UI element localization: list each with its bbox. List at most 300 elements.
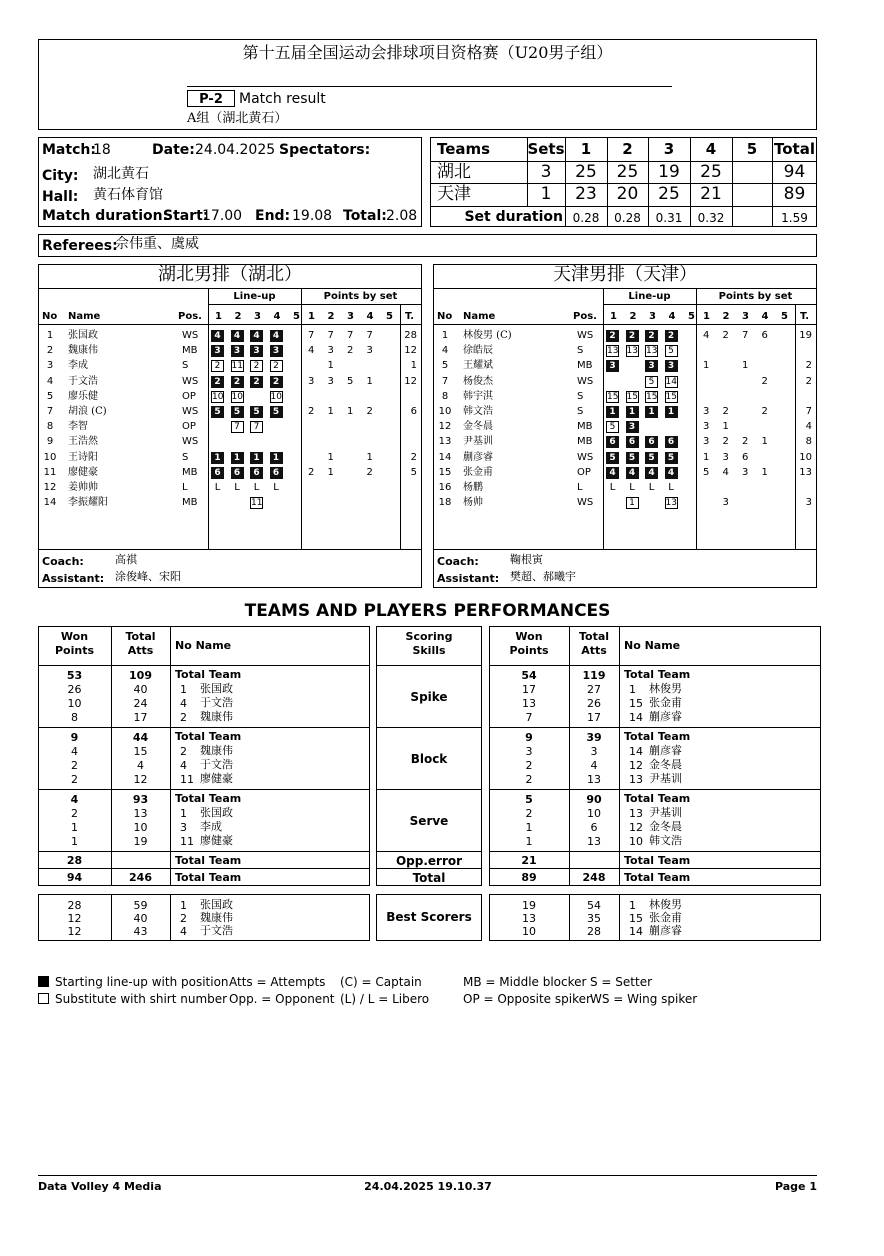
player-name-cell: 林俊男 xyxy=(649,682,682,695)
won-header: Points xyxy=(54,644,95,657)
player-set-points: 3 xyxy=(327,345,334,357)
lineup-start-box: 3 xyxy=(606,360,619,372)
col-total-header: T. xyxy=(405,311,415,322)
roster-rule xyxy=(433,288,817,289)
total-value: 2.08 xyxy=(386,208,418,224)
lineup-start-box: 6 xyxy=(270,467,283,479)
lineup-start-box: 2 xyxy=(626,330,639,342)
hall-value: 黄石体育馆 xyxy=(93,187,163,203)
lineup-set-header: 5 xyxy=(293,311,300,322)
atts-header: Atts xyxy=(581,644,607,657)
player-position: MB xyxy=(182,345,198,357)
match-number: 18 xyxy=(93,142,111,158)
player-set-points: 1 xyxy=(327,451,334,463)
score-cell: 23 xyxy=(575,184,597,204)
player-position: MB xyxy=(577,436,593,448)
score-cell: 1 xyxy=(540,184,552,204)
score-header: 5 xyxy=(746,140,758,158)
roster-col-rule xyxy=(696,288,697,549)
performance-title: TEAMS AND PLAYERS PERFORMANCES xyxy=(244,601,611,621)
best-name-cell: 蒯彦睿 xyxy=(649,924,682,937)
player-name-cell: Total Team xyxy=(624,668,691,681)
player-position: L xyxy=(577,482,583,493)
lineup-sub-box: 11 xyxy=(231,361,243,372)
date-value: 24.04.2025 xyxy=(195,142,276,158)
best-won-cell: 28 xyxy=(67,899,82,912)
won-cell: 2 xyxy=(71,807,78,820)
lineup-start-box: 1 xyxy=(626,406,639,418)
player-name-cell: 张国政 xyxy=(200,806,233,819)
footer-page: Page 1 xyxy=(774,1180,817,1193)
lineup-sub-box: 11 xyxy=(251,498,263,509)
won-header: Won xyxy=(515,630,543,643)
player-position: MB xyxy=(182,466,198,478)
lineup-set-header: 4 xyxy=(273,311,281,322)
end-label: End: xyxy=(255,208,291,224)
best-no-cell: 4 xyxy=(180,925,187,938)
team-title: 湖北男排（湖北） xyxy=(158,264,302,285)
lineup-start-box: 5 xyxy=(665,452,678,464)
best-name-cell: 于文浩 xyxy=(200,924,233,937)
player-name-cell: Total Team xyxy=(175,668,242,681)
won-cell: 1 xyxy=(525,821,533,834)
roster-rule xyxy=(38,288,422,289)
lineup-start-box: 3 xyxy=(231,345,244,357)
player-total-points: 5 xyxy=(410,466,417,478)
best-atts-cell: 43 xyxy=(133,925,148,938)
player-number: 8 xyxy=(441,390,449,402)
player-set-points: 7 xyxy=(366,330,373,341)
lineup-start-box: 4 xyxy=(270,330,283,342)
lineup-start-box: 5 xyxy=(250,406,263,418)
group-label: A组（湖北黄石） xyxy=(187,111,288,126)
lineup-start-box: 1 xyxy=(606,406,619,418)
noname-header: No Name xyxy=(624,639,681,652)
col-name-header: Name xyxy=(68,311,101,322)
player-name-cell: 廖健豪 xyxy=(200,772,233,785)
player-no-cell: 12 xyxy=(629,821,643,834)
lineup-sub-box: 15 xyxy=(626,391,638,402)
lineup-start-box: 3 xyxy=(665,360,678,372)
score-cell: 25 xyxy=(700,162,722,182)
roster-rule xyxy=(38,549,422,550)
player-set-points: 2 xyxy=(722,406,729,417)
atts-cell: 119 xyxy=(582,669,606,682)
player-position: S xyxy=(577,390,584,402)
lineup-start-box: 6 xyxy=(211,467,224,479)
player-no-cell: 11 xyxy=(180,773,194,786)
lineup-start-box: 3 xyxy=(250,345,263,357)
lineup-start-box: 4 xyxy=(626,467,639,479)
best-won-cell: 12 xyxy=(67,925,82,938)
player-position: OP xyxy=(577,466,591,478)
atts-header: Total xyxy=(578,630,610,643)
lineup-libero-mark: L xyxy=(234,482,240,493)
legend-mb: MB = Middle blocker xyxy=(463,975,587,989)
atts-cell: 93 xyxy=(132,793,149,806)
player-set-points: 4 xyxy=(308,345,315,357)
lineup-start-box: 4 xyxy=(665,467,678,479)
player-name: 林俊男 (C) xyxy=(463,330,512,341)
atts-cell: 26 xyxy=(587,697,601,710)
player-no-cell: 11 xyxy=(180,835,194,848)
best-atts-cell: 28 xyxy=(587,925,601,938)
lineup-sub-box: 7 xyxy=(250,421,263,433)
player-no-cell: 4 xyxy=(180,697,187,710)
player-set-points: 3 xyxy=(703,436,710,448)
lineup-libero-mark: L xyxy=(214,482,221,493)
roster-col-rule xyxy=(208,288,209,549)
player-name: 尹基训 xyxy=(463,436,493,448)
player-total-points: 7 xyxy=(805,406,812,417)
atts-cell: 90 xyxy=(586,793,602,806)
score-cell: 25 xyxy=(575,162,597,182)
opp-error-name: Total Team xyxy=(175,854,242,867)
atts-cell: 13 xyxy=(587,773,601,786)
player-set-points: 4 xyxy=(703,330,710,341)
lineup-set-header: 4 xyxy=(668,311,676,322)
score-cell: 3 xyxy=(540,162,552,182)
lineup-start-box: 6 xyxy=(231,467,244,479)
end-value: 19.08 xyxy=(292,208,333,224)
roster-rule xyxy=(38,324,422,325)
lineup-start-box: 1 xyxy=(645,406,658,418)
won-header: Points xyxy=(509,644,549,657)
player-name-cell: 魏康伟 xyxy=(200,744,233,757)
legend-libero: (L) / L = Libero xyxy=(340,992,430,1006)
lineup-header: Line-up xyxy=(233,291,276,302)
col-no-header: No xyxy=(437,311,453,322)
lineup-start-box: 6 xyxy=(606,436,619,448)
player-set-points: 2 xyxy=(308,406,315,417)
player-no-cell: 12 xyxy=(629,759,643,772)
lineup-start-box: 3 xyxy=(211,345,224,357)
perf-row-rule xyxy=(38,665,370,666)
roster-col-rule xyxy=(301,288,302,549)
won-cell: 1 xyxy=(71,835,78,848)
won-cell: 2 xyxy=(525,807,533,820)
legend-sub: Substitute with shirt number xyxy=(55,992,228,1006)
player-name-cell: Total Team xyxy=(175,730,242,743)
lineup-start-box: 3 xyxy=(270,345,283,357)
report-name: Match result xyxy=(239,91,326,107)
lineup-sub-box: 2 xyxy=(270,360,283,372)
player-no-cell: 1 xyxy=(180,683,187,696)
player-position: WS xyxy=(182,406,199,417)
player-name-cell: 李成 xyxy=(200,820,222,833)
best-won-cell: 19 xyxy=(522,899,536,912)
lineup-sub-box: 14 xyxy=(665,376,677,387)
player-name: 廖健豪 xyxy=(68,466,98,478)
player-set-points: 5 xyxy=(347,375,354,387)
player-number: 12 xyxy=(43,482,57,493)
points-set-header: 1 xyxy=(308,311,315,322)
lineup-start-box: 5 xyxy=(231,406,244,418)
player-position: OP xyxy=(182,390,196,402)
assistant-label: Assistant: xyxy=(437,572,500,585)
title-rule xyxy=(187,86,672,87)
player-total-points: 6 xyxy=(410,406,417,417)
lineup-sub-box: 1 xyxy=(626,497,639,509)
player-number: 7 xyxy=(441,375,449,387)
footer-rule xyxy=(38,1175,817,1176)
lineup-start-box: 2 xyxy=(665,330,678,342)
won-cell: 1 xyxy=(71,821,78,834)
perf-row-rule xyxy=(38,868,370,869)
total-atts: 248 xyxy=(582,871,606,884)
total-atts: 246 xyxy=(129,871,152,884)
won-cell: 2 xyxy=(71,759,78,772)
player-set-points: 1 xyxy=(761,466,768,478)
date-label: Date: xyxy=(152,142,195,158)
points-by-set-header: Points by set xyxy=(323,291,398,302)
score-header: 1 xyxy=(580,140,592,158)
player-name-cell: Total Team xyxy=(624,792,691,805)
won-cell: 9 xyxy=(70,731,79,744)
lineup-start-box: 2 xyxy=(250,376,263,388)
total-won: 94 xyxy=(66,871,83,884)
legend-sub-square xyxy=(38,993,49,1004)
won-cell: 9 xyxy=(525,731,533,744)
best-atts-cell: 59 xyxy=(133,899,148,912)
player-name-cell: Total Team xyxy=(175,792,242,805)
player-number: 15 xyxy=(438,466,452,478)
player-position: WS xyxy=(182,375,199,387)
atts-cell: 6 xyxy=(590,821,598,834)
lineup-libero-mark: L xyxy=(253,482,260,493)
player-number: 2 xyxy=(46,345,54,357)
lineup-sub-box: 15 xyxy=(646,391,658,402)
player-position: WS xyxy=(577,375,594,387)
player-set-points: 7 xyxy=(308,330,315,341)
player-set-points: 1 xyxy=(703,451,710,463)
total-name: Total Team xyxy=(175,871,242,884)
player-name: 王浩然 xyxy=(68,436,98,448)
won-cell: 10 xyxy=(67,697,82,710)
player-name: 杨鹏 xyxy=(463,482,483,493)
lineup-libero-mark: L xyxy=(648,482,655,493)
set-duration-label: Set duration xyxy=(464,209,563,225)
coach-name: 高祺 xyxy=(115,553,137,566)
points-set-header: 4 xyxy=(761,311,769,322)
skills-header: Skills xyxy=(412,644,446,657)
atts-cell: 10 xyxy=(587,807,601,820)
perf-row-rule xyxy=(489,868,821,869)
player-number: 18 xyxy=(438,497,452,509)
points-set-header: 1 xyxy=(703,311,710,322)
atts-header: Atts xyxy=(127,644,154,657)
player-number: 1 xyxy=(441,330,449,341)
duration-label: Match duration: xyxy=(42,208,169,224)
player-set-points: 5 xyxy=(703,466,710,478)
lineup-sub-box: 10 xyxy=(212,391,224,402)
player-position: WS xyxy=(182,436,199,448)
player-name-cell: 尹基训 xyxy=(649,806,682,819)
best-won-cell: 13 xyxy=(522,912,536,925)
lineup-sub-box: 5 xyxy=(665,345,678,357)
player-name-cell: 于文浩 xyxy=(200,696,233,709)
player-number: 7 xyxy=(46,406,54,417)
noname-header: No Name xyxy=(175,639,232,652)
lineup-header: Line-up xyxy=(628,291,671,302)
player-name-cell: 蒯彦睿 xyxy=(649,710,682,723)
lineup-libero-mark: L xyxy=(609,482,616,493)
points-by-set-header: Points by set xyxy=(718,291,793,302)
player-set-points: 7 xyxy=(347,330,354,341)
player-name-cell: 魏康伟 xyxy=(200,710,233,723)
referees-names: 佘伟重、虞威 xyxy=(115,236,199,252)
won-cell: 2 xyxy=(525,759,533,772)
best-no-cell: 1 xyxy=(180,899,187,912)
player-set-points: 1 xyxy=(347,406,354,417)
lineup-start-box: 6 xyxy=(665,436,678,448)
player-name: 韩宇淇 xyxy=(463,390,493,402)
perf-row-rule xyxy=(489,851,821,852)
player-position: MB xyxy=(577,421,593,433)
score-cell: 94 xyxy=(783,162,806,182)
col-no-header: No xyxy=(42,311,58,322)
roster-rule xyxy=(603,304,817,305)
referees-label: Referees: xyxy=(42,238,118,254)
player-number: 4 xyxy=(441,345,449,357)
col-pos-header: Pos. xyxy=(178,311,202,322)
player-no-cell: 1 xyxy=(180,807,187,820)
player-no-cell: 13 xyxy=(629,773,643,786)
score-header: Teams xyxy=(437,140,491,158)
player-set-points: 2 xyxy=(761,375,768,387)
team-title: 天津男排（天津） xyxy=(553,264,697,285)
perf-row-rule xyxy=(489,665,821,666)
player-name: 李振耀阳 xyxy=(68,497,108,509)
atts-cell: 4 xyxy=(137,759,144,772)
player-position: S xyxy=(182,451,189,463)
player-set-points: 3 xyxy=(703,421,710,433)
player-name-cell: 韩文浩 xyxy=(649,834,682,847)
won-cell: 3 xyxy=(525,745,533,758)
skill-name: Block xyxy=(410,752,448,766)
player-name-cell: 廖健豪 xyxy=(200,834,233,847)
lineup-start-box: 4 xyxy=(250,330,263,342)
player-set-points: 3 xyxy=(742,466,749,478)
lineup-start-box: 4 xyxy=(211,330,224,342)
best-name-cell: 张国政 xyxy=(200,898,233,911)
player-number: 11 xyxy=(43,466,57,478)
score-cell: 25 xyxy=(658,184,680,204)
atts-cell: 109 xyxy=(129,669,152,682)
skill-opp-error: Opp.error xyxy=(395,854,463,868)
lineup-start-box: 2 xyxy=(606,330,619,342)
player-position: S xyxy=(577,345,584,357)
player-total-points: 8 xyxy=(805,436,812,448)
player-name: 徐皓辰 xyxy=(463,345,493,357)
best-no-cell: 14 xyxy=(629,925,643,938)
lineup-start-box: 1 xyxy=(270,452,283,464)
player-position: WS xyxy=(577,497,594,509)
assistant-names: 樊超、郝曦宇 xyxy=(510,570,576,583)
player-set-points: 2 xyxy=(742,436,749,448)
atts-cell: 19 xyxy=(133,835,148,848)
won-cell: 54 xyxy=(521,669,537,682)
best-no-cell: 1 xyxy=(629,899,636,912)
skill-best-scorers: Best Scorers xyxy=(386,910,472,924)
perf-row-rule xyxy=(38,727,370,728)
score-team-name: 天津 xyxy=(437,184,471,204)
best-name-cell: 林俊男 xyxy=(649,898,682,911)
player-position: S xyxy=(182,360,189,372)
player-total-points: 1 xyxy=(410,360,417,372)
legend-atts: Atts = Attempts xyxy=(229,975,326,989)
player-number: 1 xyxy=(46,330,54,341)
player-number: 13 xyxy=(438,436,452,448)
skill-total: Total xyxy=(412,871,446,885)
score-cell: 21 xyxy=(700,184,722,204)
player-no-cell: 2 xyxy=(180,711,187,724)
points-set-header: 5 xyxy=(386,311,393,322)
player-set-points: 7 xyxy=(742,330,749,341)
skill-name: Serve xyxy=(409,814,449,828)
player-number: 14 xyxy=(438,451,452,463)
atts-cell: 27 xyxy=(587,683,601,696)
player-name-cell: Total Team xyxy=(624,730,691,743)
skill-name: Spike xyxy=(410,690,448,704)
player-number: 12 xyxy=(438,421,452,433)
player-name: 廖乐健 xyxy=(68,390,98,402)
best-name-cell: 张金甫 xyxy=(649,911,682,924)
col-pos-header: Pos. xyxy=(573,311,597,322)
player-set-points: 3 xyxy=(366,345,373,357)
player-position: OP xyxy=(182,421,196,433)
player-set-points: 1 xyxy=(366,451,373,463)
lineup-set-header: 5 xyxy=(688,311,695,322)
player-set-points: 4 xyxy=(722,466,729,478)
player-set-points: 1 xyxy=(742,360,749,372)
player-set-points: 1 xyxy=(327,406,334,417)
skills-row-rule xyxy=(376,868,482,869)
player-position: L xyxy=(182,482,188,493)
lineup-start-box: 4 xyxy=(645,467,658,479)
player-set-points: 1 xyxy=(761,436,768,448)
player-set-points: 2 xyxy=(722,436,729,448)
atts-cell: 10 xyxy=(133,821,148,834)
player-total-points: 19 xyxy=(799,330,812,341)
won-cell: 2 xyxy=(525,773,533,786)
lineup-start-box: 5 xyxy=(270,406,283,418)
roster-rule xyxy=(433,324,817,325)
score-cell: 20 xyxy=(616,184,639,204)
spectators-label: Spectators: xyxy=(279,142,371,158)
page-title: 第十五届全国运动会排球项目资格赛（U20男子组） xyxy=(242,43,613,62)
player-set-points: 6 xyxy=(742,451,749,463)
atts-cell: 13 xyxy=(133,807,148,820)
col-name-header: Name xyxy=(463,311,496,322)
footer-left: Data Volley 4 Media xyxy=(38,1180,162,1193)
player-position: S xyxy=(577,406,584,417)
perf-row-rule xyxy=(489,727,821,728)
lineup-libero-mark: L xyxy=(668,482,674,493)
points-set-header: 3 xyxy=(742,311,749,322)
player-number: 5 xyxy=(46,390,54,402)
lineup-start-box: 2 xyxy=(645,330,658,342)
skills-row-rule xyxy=(376,727,482,728)
lineup-start-box: 2 xyxy=(211,376,224,388)
player-name: 胡浪 (C) xyxy=(68,406,107,417)
skills-row-rule xyxy=(376,851,482,852)
player-number: 8 xyxy=(46,421,54,433)
lineup-sub-box: 2 xyxy=(211,360,224,372)
col-total-header: T. xyxy=(800,311,810,322)
lineup-libero-mark: L xyxy=(629,482,635,493)
score-header: 4 xyxy=(705,140,717,158)
